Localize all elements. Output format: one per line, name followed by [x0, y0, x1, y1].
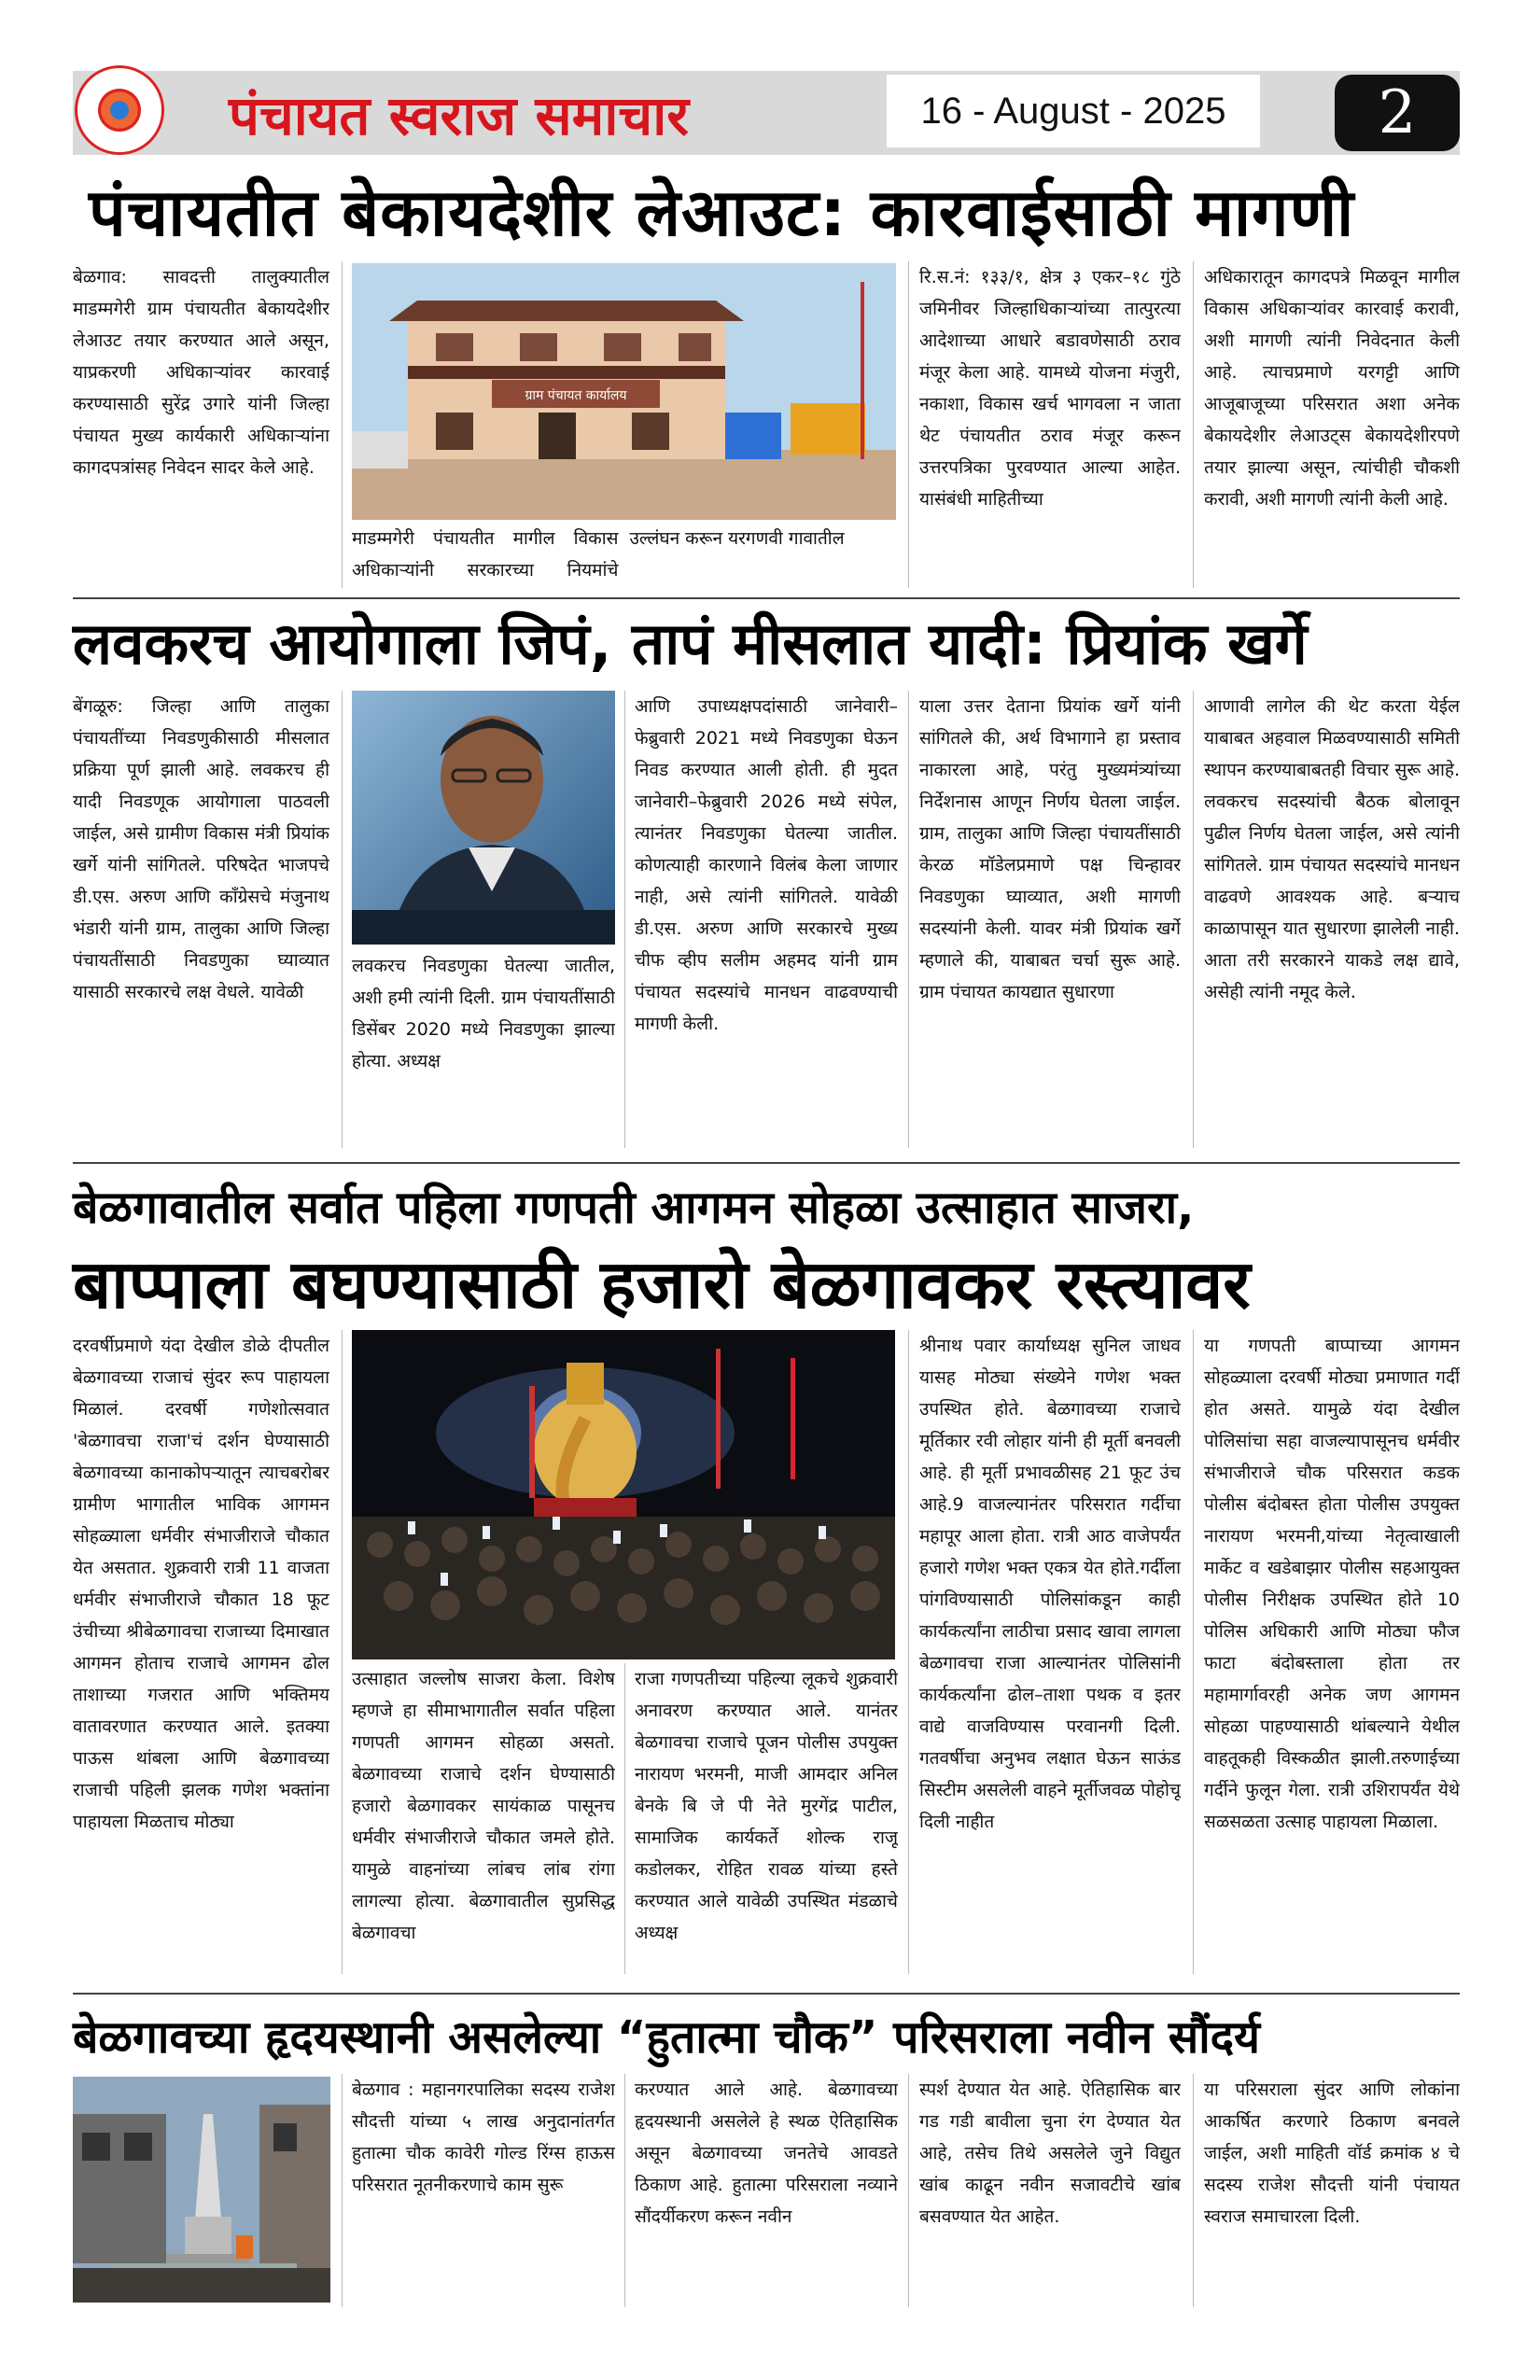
minister-photo [352, 691, 615, 945]
column-separator [908, 2074, 909, 2307]
article4-col1: बेळगाव : महानगरपालिका सदस्य राजेश सौदत्ती यांच्या ५ लाख अनुदानांतर्गत हुतात्मा चौक कावेरी गोल्ड रिंग्स हाऊस परिसरात नूतनीकरणाचे काम सुरू [352, 2079, 615, 2195]
article2-col2: लवकरच निवडणुका घेतल्या जातील, अशी हमी त्यांनी दिली. ग्राम पंचायतींसाठी डिसेंबर 2020 मध्ये निवडणुका झाल्या होत्या. अध्यक्ष [352, 956, 615, 1071]
article1-col3: रि.स.नं: १३३/१, क्षेत्र ३ एकर–१८ गुंठे जमिनीवर जिल्हाधिकाऱ्यांच्या तात्पुरत्या आदेशाच्या आधारे बडावणेसाठी ठराव मंजूर केला आहे. यामध्ये योजना मंजुरी, नकाशा, विकास खर्च भागवला न जाता थेट पंचायतीत ठराव मंजूर करून उत्तरपत्रिका पुरवण्यात आल्या आहेत. यासंबंधी माहितीच्या [919, 267, 1181, 510]
article3-col3: राजा गणपतीच्या पहिल्या लूकचे शुक्रवारी अनावरण करण्यात आले. यानंतर बेळगावचा राजाचे पूजन पोलीस उपयुक्त नारायण भरमनी, माजी आमदार अनिल बेनके बि जे पी नेते मुरगेंद्र पाटील, सामाजिक कार्यकर्ते शोल्क राजू कडोलकर, रोहित रावळ यांच्या हस्ते करण्यात आले यावेळी उपस्थित मंडळाचे अध्यक्ष [635, 1669, 898, 1943]
column-separator [908, 691, 909, 1148]
article2-col1: बेंगळूरु: जिल्हा आणि तालुका पंचायतींच्या निवडणुकीसाठी मीसलात प्रक्रिया पूर्ण झाली आहे. लवकरच ही यादी निवडणूक आयोगाला पाठवली जाईल, असे ग्रामीण विकास मंत्री प्रियांक खर्गे यांनी सांगितले. परिषदेत भाजपचे डी.एस. अरुण आणि काँग्रेसचे मंजुनाथ भंडारी यांनी ग्राम, तालुका आणि जिल्हा पंचायतींसाठी निवडणुका घ्याव्यात यासाठी सरकारचे लक्ष वेधले. यावेळी [73, 696, 329, 1002]
column-separator [624, 691, 625, 1148]
article3-col4: श्रीनाथ पवार कार्याध्यक्ष सुनिल जाधव यासह मोठ्या संख्येने गणेश भक्त उपस्थित होते. बेळगावच्या राजाचे मूर्तिकार रवी लोहार यांनी ही मूर्ती बनवली आहे. ही मूर्ती प्रभावळीसह 21 फूट उंच आहे.9 वाजल्यानंतर परिसरात गर्दीचा महापूर आला होता. रात्री आठ वाजेपर्यंत हजारो गणेश भक्त एकत्र येत होते.गर्दीला पांगविण्यासाठी पोलिसांकडून काही कार्यकर्त्यांना लाठीचा प्रसाद खावा लागला बेळगावचा राजा आल्यानंतर पोलिसांनी कार्यकर्त्यांना ढोल–ताशा पथक व इतर वाद्ये वाजविण्यास परवानगी दिली. गतवर्षीचा अनुभव लक्षात घेऊन साऊंड सिस्टीम असलेली वाहने मूर्तीजवळ पोहोचू दिली नाहीत [919, 1336, 1181, 1832]
article3-col2: उत्साहात जल्लोष साजरा केला. विशेष म्हणजे हा सीमाभागातील सर्वात पहिला गणपती आगमन सोहळा असतो. बेळगावच्या राजाचे दर्शन घेण्यासाठी हजारो बेळगावकर सायंकाळ पासूनच धर्मवीर संभाजीराजे चौकात जमले होते. यामुळे वाहनांच्या लांबच लांब रांगा लागल्या होत्या. बेळगावातील सुप्रसिद्ध बेळगावचा [352, 1669, 615, 1943]
panchayat-office-photo [352, 263, 896, 520]
hutatma-chowk-photo [73, 2077, 330, 2303]
divider-1 [73, 597, 1460, 599]
article2-col4: याला उत्तर देताना प्रियांक खर्गे यांनी सांगितले की, अर्थ विभागाने हा प्रस्ताव नाकारला आहे, परंतु मुख्यमंत्र्यांच्या निर्देशनास आणून निर्णय घेतला जाईल. ग्राम, तालुका आणि जिल्हा पंचायतींसाठी केरळ मॉडेलप्रमाणे पक्ष चिन्हावर निवडणुका घ्याव्यात, अशी मागणी सदस्यांनी केली. यावर मंत्री प्रियांक खर्गे म्हणाले की, याबाबत चर्चा सुरू आहे. ग्राम पंचायत कायद्यात सुधारणा [919, 696, 1181, 1002]
article1-col4: अधिकारातून कागदपत्रे मिळवून मागील विकास अधिकाऱ्यांवर कारवाई करावी, अशी मागणी त्यांनी निवेदनात केली आहे. त्याचप्रमाणे यरगट्टी आणि आजूबाजूच्या परिसरात अशा अनेक बेकायदेशीर लेआउट्स बेकायदेशीरपणे तयार झाल्या असून, त्यांचीही चौकशी करावी, अशी मागणी त्यांनी केली आहे. [1204, 267, 1460, 510]
article1-col1: बेळगाव: सावदत्ती तालुक्यातील माडम्मगेरी ग्राम पंचायतीत बेकायदेशीर लेआउट तयार करण्यात आले असून, याप्रकरणी अधिकाऱ्यांवर कारवाई करण्यासाठी सुरेंद्र उगारे यांनी जिल्हा पंचायत मुख्य कार्यकारी अधिकाऱ्यांना कागदपत्रांसह निवेदन सादर केले आहे. [73, 267, 329, 478]
divider-3 [73, 1993, 1460, 1995]
article4-col3: स्पर्श देण्यात येत आहे. ऐतिहासिक बार गड गडी बावीला चुना रंग देण्यात येत आहे, तसेच तिथे असलेले जुने विद्युत खांब काढून नवीन सजावटीचे खांब बसवण्यात येत आहेत. [919, 2079, 1181, 2227]
issue-date: 16 - August - 2025 [887, 75, 1260, 147]
column-separator [342, 261, 343, 588]
article2-col5: आणावी लागेल की थेट करता येईल याबाबत अहवाल मिळवण्यासाठी समिती स्थापन करण्याबाबतही विचार सुरू आहे. लवकरच सदस्यांची बैठक बोलावून पुढील निर्णय घेतला जाईल, असे त्यांनी सांगितले. ग्राम पंचायत सदस्यांचे मानधन वाढवणे आवश्यक आहे. बऱ्याच काळापासून यात सुधारणा झालेली नाही. आता तरी सरकारने याकडे लक्ष द्यावे, असेही त्यांनी नमूद केले. [1204, 696, 1460, 1002]
column-separator [1193, 1330, 1194, 1974]
divider-2 [73, 1162, 1460, 1164]
column-separator [342, 691, 343, 1148]
column-separator [1193, 261, 1194, 588]
article2-headline: लवकरच आयोगाला जिपं, तापं मीसलात यादी: प्रियांक खर्गे [73, 609, 1308, 678]
column-separator [624, 2074, 625, 2307]
newspaper-logo [75, 65, 164, 155]
article4-headline: बेळगावच्या हृदयस्थानी असलेल्या “हुतात्मा चौक” परिसराला नवीन सौंदर्य [73, 2011, 1260, 2064]
article1-photo-caption: माडम्मगेरी पंचायतीत मागील विकास अधिकाऱ्यांनी सरकारच्या नियमांचे उल्लंघन करून यरगणवी गावातील [352, 528, 845, 581]
page-number: 2 [1335, 75, 1460, 151]
column-separator [908, 1330, 909, 1974]
article3-headline-line2: बाप्पाला बघण्यासाठी हजारो बेळगावकर रस्त्यावर [73, 1245, 1251, 1323]
column-separator [624, 1663, 625, 1974]
column-separator [342, 2074, 343, 2307]
article2-col3: आणि उपाध्यक्षपदांसाठी जानेवारी–फेब्रुवारी 2021 मध्ये निवडणुका घेऊन निवड करण्यात आली होती. ही मुदत जानेवारी–फेब्रुवारी 2026 मध्ये संपेल, त्यानंतर निवडणुका घेतल्या जातील. कोणत्याही कारणाने विलंब केला जाणार नाही, असे त्यांनी सांगितले. यावेळी डी.एस. अरुण आणि सरकारचे मुख्य चीफ व्हीप सलीम अहमद यांनी ग्राम पंचायत सदस्यांचे मानधन वाढवण्याची मागणी केली. [635, 696, 898, 1034]
column-separator [342, 1330, 343, 1974]
article3-headline-line1: बेळगावातील सर्वात पहिला गणपती आगमन सोहळा उत्साहात साजरा, [73, 1182, 1195, 1234]
newspaper-title: पंचायत स्वराज समाचार [229, 84, 689, 147]
office-sign-text: ग्राम पंचायत कार्यालय [525, 388, 627, 403]
article4-col4: या परिसराला सुंदर आणि लोकांना आकर्षित करणारे ठिकाण बनवले जाईल, अशी माहिती वॉर्ड क्रमांक ४ चे सदस्य राजेश सौदत्ती यांनी पंचायत स्वराज समाचारला दिली. [1204, 2079, 1460, 2227]
ganpati-procession-photo [352, 1330, 895, 1659]
article4-col2: करण्यात आले आहे. बेळगावच्या हृदयस्थानी असलेले हे स्थळ ऐतिहासिक असून बेळगावच्या जनतेचे आवडते ठिकाण आहे. हुतात्मा परिसराला नव्याने सौंदर्यीकरण करून नवीन [635, 2079, 898, 2227]
column-separator [1193, 2074, 1194, 2307]
column-separator [1193, 691, 1194, 1148]
column-separator [908, 261, 909, 588]
article3-col1: दरवर्षीप्रमाणे यंदा देखील डोळे दीपतील बेळगावच्या राजाचं सुंदर रूप पाहायला मिळालं. दरवर्षी गणेशोत्सवात 'बेळगावचा राजा'चं दर्शन घेण्यासाठी बेळगावच्या कानाकोपऱ्यातून त्याचबरोबर ग्रामीण भागातील भाविक आगमन सोहळ्याला धर्मवीर संभाजीराजे चौकात येत असतात. शुक्रवारी रात्री 11 वाजता धर्मवीर संभाजीराजे चौकात 18 फूट उंचीच्या श्रीबेळगावचा राजाच्या दिमाखात आगमन होताच राजाचे आगमन ढोल ताशाच्या गजरात आणि भक्तिमय वातावरणात करण्यात आले. इतक्या पाऊस थांबला आणि बेळगावच्या राजाची पहिली झलक गणेश भक्तांना पाहायला मिळताच मोठ्या [73, 1336, 329, 1832]
article3-col5: या गणपती बाप्पाच्या आगमन सोहळ्याला दरवर्षी मोठ्या प्रमाणात गर्दी होत असते. यामुळे यंदा देखील पोलिसांचा सहा वाजल्यापासूनच धर्मवीर संभाजीराजे चौक परिसरात कडक पोलीस बंदोबस्त होता पोलीस उपयुक्त नारायण भरमनी,यांच्या नेतृत्वाखाली मार्केट व खडेबाझार पोलीस सहआयुक्त पोलीस निरीक्षक उपस्थित होते 10 पोलिस अधिकारी आणि मोठ्या फौज फाटा बंदोबस्ताला होता तर महामार्गावरही अनेक जण आगमन सोहळा पाहण्यासाठी थांबल्याने येथील वाहतूकही विस्कळीत झाली.तरुणाईच्या गर्दीने फुलून गेला. रात्री उशिरापर्यंत येथे सळसळता उत्साह पाहायला मिळाला. [1204, 1336, 1460, 1832]
article1-headline: पंचायतीत बेकायदेशीर लेआउट: कारवाईसाठी मागणी [89, 175, 1355, 251]
